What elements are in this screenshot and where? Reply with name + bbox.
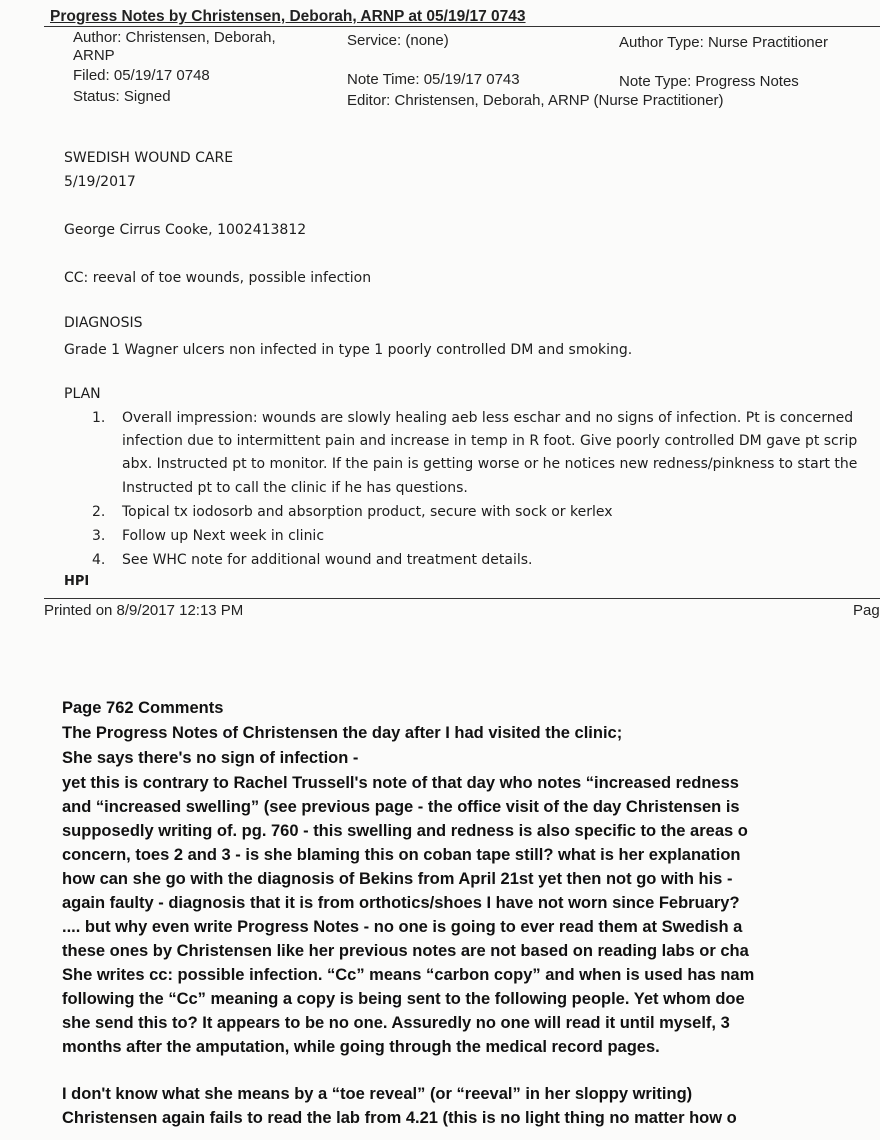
plan-item-line: Instructed pt to call the clinic if he has questions.: [122, 480, 468, 496]
plan-item-line: Overall impression: wounds are slowly healing aeb less eschar and no signs of infection. Pt is concerned: [122, 410, 854, 426]
plan-heading: PLAN: [64, 386, 101, 402]
comment-line: supposedly writing of. pg. 760 - this swelling and redness is also specific to the areas o: [62, 822, 748, 840]
diagnosis-text: Grade 1 Wagner ulcers non infected in type 1 poorly controlled DM and smoking.: [64, 342, 633, 358]
plan-item-number: 2.: [92, 504, 106, 520]
plan-item-line: Follow up Next week in clinic: [122, 528, 325, 544]
comment-line: Christensen again fails to read the lab from 4.21 (this is no light thing no matter how o: [62, 1109, 737, 1127]
comment-line: how can she go with the diagnosis of Bekins from April 21st yet then not go with his -: [62, 870, 733, 888]
comments-heading: Page 762 Comments: [62, 699, 224, 717]
page-label: Pag: [853, 602, 880, 619]
comment-line: she send this to? It appears to be no one. Assuredly no one will read it until myself, 3: [62, 1014, 730, 1032]
comment-line: She says there's no sign of infection -: [62, 749, 359, 767]
status-field: Status: Signed: [73, 88, 171, 105]
clinic-name: SWEDISH WOUND CARE: [64, 150, 234, 166]
comment-line: following the “Cc” meaning a copy is being sent to the following people. Yet whom doe: [62, 990, 745, 1008]
note-time-field: Note Time: 05/19/17 0743: [347, 71, 520, 88]
comment-line: I don't know what she means by a “toe reveal” (or “reeval” in her sloppy writing): [62, 1085, 693, 1103]
plan-item-number: 3.: [92, 528, 106, 544]
chief-complaint: CC: reeval of toe wounds, possible infection: [64, 270, 372, 286]
diagnosis-heading: DIAGNOSIS: [64, 315, 143, 331]
plan-item-line: infection due to intermittent pain and increase in temp in R foot. Give poorly controlled DM gave pt scrip: [122, 433, 858, 449]
plan-item-line: Topical tx iodosorb and absorption product, secure with sock or kerlex: [122, 504, 613, 520]
service-field: Service: (none): [347, 32, 449, 49]
comment-line: these ones by Christensen like her previous notes are not based on reading labs or cha: [62, 942, 749, 960]
comment-line: She writes cc: possible infection. “Cc” means “carbon copy” and when is used has nam: [62, 966, 755, 984]
footer-rule: [44, 598, 880, 599]
comment-line: and “increased swelling” (see previous page - the office visit of the day Christensen is: [62, 798, 740, 816]
note-type-field: Note Type: Progress Notes: [619, 73, 799, 90]
author-field: Author: Christensen, Deborah,: [73, 29, 276, 46]
comment-line: yet this is contrary to Rachel Trussell's note of that day who notes “increased redness: [62, 774, 739, 792]
header-rule: [44, 26, 880, 27]
patient-name: George Cirrus Cooke, 1002413812: [64, 222, 307, 238]
editor-field: Editor: Christensen, Deborah, ARNP (Nurse Practitioner): [347, 92, 724, 109]
plan-item-number: 4.: [92, 552, 106, 568]
printed-on: Printed on 8/9/2017 12:13 PM: [44, 602, 244, 619]
comment-line: concern, toes 2 and 3 - is she blaming this on coban tape still? what is her explanation: [62, 846, 741, 864]
note-header-title: Progress Notes by Christensen, Deborah, ARNP at 05/19/17 0743: [50, 8, 526, 25]
comment-line: The Progress Notes of Christensen the day after I had visited the clinic;: [62, 724, 623, 742]
plan-item-line: See WHC note for additional wound and treatment details.: [122, 552, 533, 568]
comment-line: .... but why even write Progress Notes - no one is going to ever read them at Swedish a: [62, 918, 743, 936]
hpi-heading: HPI: [64, 574, 90, 589]
plan-item-number: 1.: [92, 410, 106, 426]
note-date: 5/19/2017: [64, 174, 136, 190]
comment-line: months after the amputation, while going through the medical record pages.: [62, 1038, 660, 1056]
author-type-field: Author Type: Nurse Practitioner: [619, 34, 828, 51]
filed-field: Filed: 05/19/17 0748: [73, 67, 210, 84]
comment-line: again faulty - diagnosis that it is from orthotics/shoes I have not worn since February?: [62, 894, 740, 912]
author-field-cont: ARNP: [73, 47, 115, 64]
plan-item-line: abx. Instructed pt to monitor. If the pain is getting worse or he notices new redness/pinkness to start the: [122, 456, 858, 472]
